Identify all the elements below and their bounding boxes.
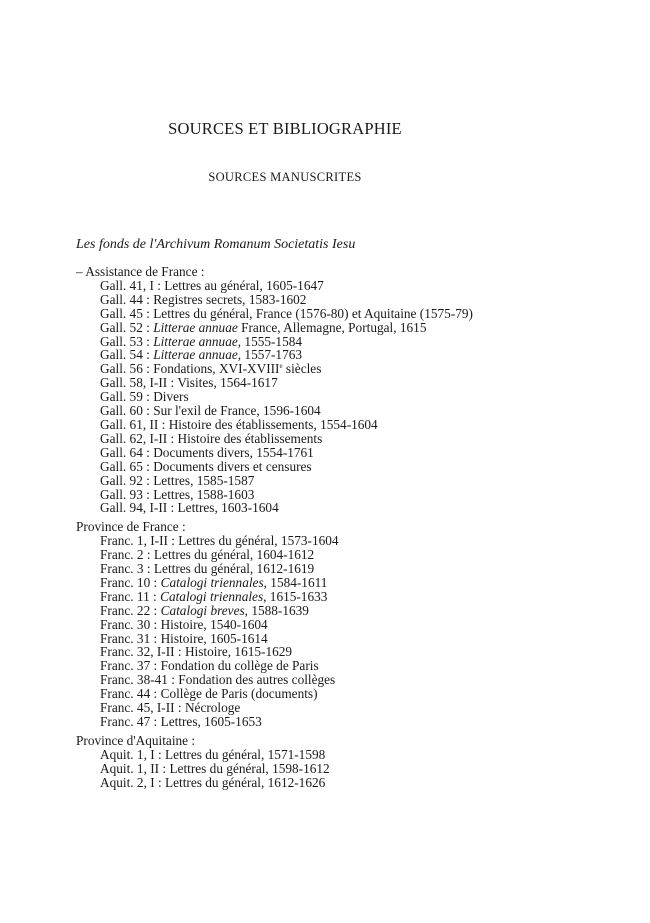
entry-italic-title: Catalogi triennales (160, 588, 264, 604)
entry-reference: Franc. 11 : (100, 588, 161, 604)
source-entry (76, 562, 473, 576)
entry-reference: Aquit. 1, I : (100, 746, 166, 762)
entry-italic-title: Catalogi breves (160, 602, 245, 618)
entry-reference: Franc. 45, I-II : (100, 700, 185, 716)
entry-reference: Franc. 44 : (100, 686, 161, 702)
source-entry (76, 348, 473, 362)
entry-reference: Franc. 32, I-II : (100, 644, 185, 660)
entry-italic-title: Litterae annuae (153, 333, 238, 349)
entry-description: , 1557-1763 (237, 347, 303, 363)
entry-description-tail: siècles (282, 361, 322, 377)
entry-reference: Aquit. 1, II : (100, 760, 170, 776)
group-heading: – Assistance de France : (76, 264, 205, 279)
source-entry (76, 645, 473, 659)
source-entry (76, 590, 473, 604)
source-entry (76, 534, 473, 548)
entry-reference: Gall. 56 : (100, 361, 154, 377)
entry-italic-title: Litterae annuae (153, 347, 238, 363)
entry-description: Lettres du général, 1612-1626 (165, 774, 326, 790)
entry-description: Visites, 1564-1617 (177, 375, 278, 391)
entry-description: Divers (153, 389, 189, 405)
entry-reference: Aquit. 2, I : (100, 774, 166, 790)
entry-description: Documents divers, 1554-1761 (153, 444, 314, 460)
source-entry (76, 293, 473, 307)
entry-reference: Gall. 64 : (100, 444, 154, 460)
section-title: SOURCES MANUSCRITES (208, 170, 362, 184)
entry-description: Collège de Paris (documents) (160, 686, 318, 702)
source-entry (76, 604, 473, 618)
group-heading: Province d'Aquitaine : (76, 732, 196, 748)
page-title (0, 119, 570, 139)
page-title-text: SOURCES ET BIBLIOGRAPHIE (168, 119, 402, 138)
entry-reference: Franc. 22 : (100, 602, 161, 618)
entry-description: Lettres du général, 1571-1598 (165, 746, 326, 762)
source-entry (76, 279, 473, 293)
source-entry (76, 632, 473, 646)
source-entry (76, 432, 473, 446)
source-entry (76, 446, 473, 460)
entry-reference: Gall. 92 : (100, 472, 154, 488)
source-entry (76, 673, 473, 687)
entry-description: France, Allemagne, Portugal, 1615 (237, 319, 427, 335)
entry-reference: Gall. 60 : (100, 403, 154, 419)
source-entry (76, 362, 473, 376)
entry-reference: Franc. 1, I-II : (100, 533, 179, 549)
entry-reference: Gall. 41, I : (100, 277, 165, 293)
entry-description: Histoire des établissements, 1554-1604 (168, 416, 378, 432)
source-entry (76, 488, 473, 502)
source-entry (76, 715, 473, 729)
entry-superscript: e (279, 362, 283, 371)
entry-reference: Gall. 62, I-II : (100, 430, 178, 446)
source-entry (76, 776, 473, 790)
entry-italic-title: Catalogi triennales (160, 574, 264, 590)
entry-description: Lettres du général, 1604-1612 (153, 547, 315, 563)
entry-description: Registres secrets, 1583-1602 (153, 291, 307, 307)
source-entry (76, 548, 473, 562)
entry-reference: Franc. 3 : (100, 561, 154, 577)
source-entry (76, 474, 473, 488)
entry-reference: Franc. 2 : (100, 547, 154, 563)
entry-description: Sur l'exil de France, 1596-1604 (153, 403, 321, 419)
source-group (76, 520, 473, 729)
source-entry (76, 501, 473, 515)
source-entry (76, 701, 473, 715)
entry-description: Lettres, 1585-1587 (153, 472, 255, 488)
source-entry (76, 418, 473, 432)
source-entry (76, 748, 473, 762)
entry-reference: Franc. 38-41 : (100, 672, 179, 688)
entry-reference: Franc. 31 : (100, 630, 161, 646)
entry-reference: Gall. 61, II : (100, 416, 169, 432)
fonds-heading: Les fonds de l'Archivum Romanum Societatis Iesu (76, 237, 356, 252)
entry-description: Histoire, 1615-1629 (184, 644, 293, 660)
entry-reference: Franc. 37 : (100, 658, 161, 674)
entry-description: Histoire des établissements (177, 430, 323, 446)
entry-description: , 1615-1633 (263, 588, 328, 604)
entry-description: Lettres, 1588-1603 (153, 486, 255, 502)
source-entry (76, 404, 473, 418)
entry-description: Lettres du général, France (1576-80) et Aquitaine (1575-79) (153, 305, 473, 321)
entry-reference: Gall. 93 : (100, 486, 154, 502)
entry-reference: Gall. 54 : (100, 347, 154, 363)
source-entry (76, 659, 473, 673)
entry-reference: Gall. 94, I-II : (100, 500, 178, 516)
entry-description: Lettres, 1605-1653 (160, 714, 262, 729)
source-entry (76, 335, 473, 349)
entry-description: , 1555-1584 (237, 333, 303, 349)
source-entry (76, 307, 473, 321)
entry-description: Documents divers et censures (153, 458, 312, 474)
entry-description: Histoire, 1605-1614 (160, 630, 268, 646)
entry-description: , 1588-1639 (244, 602, 309, 618)
entry-description: Lettres au général, 1605-1647 (164, 277, 324, 293)
source-group (76, 734, 473, 790)
entry-description: Fondations, XVI-XVIII (153, 361, 280, 377)
entry-description: , 1584-1611 (263, 574, 328, 590)
entry-reference: Gall. 44 : (100, 291, 154, 307)
source-list (76, 265, 473, 795)
source-entry (76, 460, 473, 474)
entry-reference: Gall. 45 : (100, 305, 154, 321)
entry-description: Fondation des autres collèges (178, 672, 336, 688)
source-entry (76, 687, 473, 701)
entry-reference: Gall. 53 : (100, 333, 154, 349)
group-heading: Province de France : (76, 519, 186, 535)
entry-description: Lettres du général, 1612-1619 (153, 561, 315, 577)
entry-description: Lettres, 1603-1604 (177, 500, 279, 516)
entry-reference: Franc. 47 : (100, 714, 161, 729)
entry-reference: Gall. 52 : (100, 319, 154, 335)
entry-reference: Gall. 65 : (100, 458, 154, 474)
source-entry (76, 321, 473, 335)
entry-reference: Franc. 30 : (100, 616, 161, 632)
entry-description: Lettres du général, 1598-1612 (169, 760, 330, 776)
entry-reference: Gall. 58, I-II : (100, 375, 178, 391)
entry-reference: Gall. 59 : (100, 389, 154, 405)
entry-reference: Franc. 10 : (100, 574, 161, 590)
source-entry (76, 762, 473, 776)
entry-description: Fondation du collège de Paris (160, 658, 319, 674)
source-entry (76, 618, 473, 632)
source-entry (76, 376, 473, 390)
entry-description: Lettres du général, 1573-1604 (178, 533, 339, 549)
source-entry (76, 576, 473, 590)
source-group (76, 265, 473, 515)
entry-description: Nécrologe (184, 700, 241, 716)
entry-italic-title: Litterae annuae (153, 319, 238, 335)
source-entry (76, 390, 473, 404)
entry-description: Histoire, 1540-1604 (160, 616, 268, 632)
